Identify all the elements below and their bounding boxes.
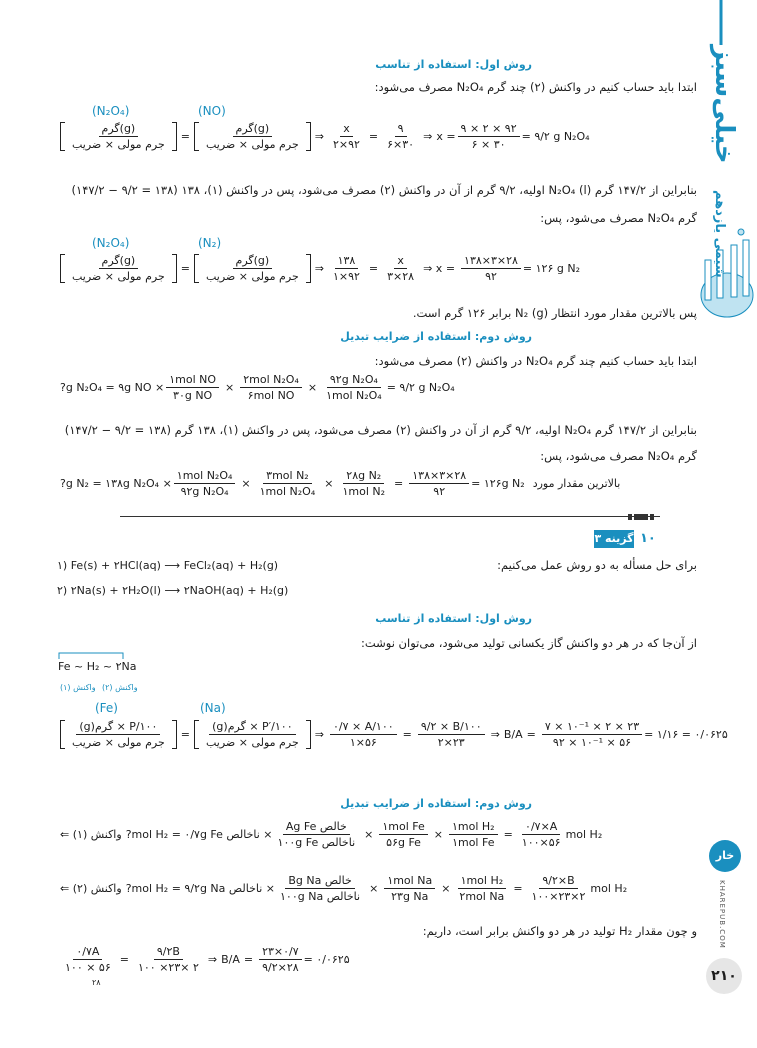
- proportion-equation-1: $\frac{\text{گرم(g)}}{\text{جرم مولی × ضریب}}$ = $\frac{\text{گرم(g)}}{\text{جرم مولی × ضریب}}$ ⇒ $\frac{x}{۲\times ۹۲}$ = $\frac{۹}{۶\times ۳۰}$ ⇒ x = $\frac{۹ \times ۲ \times ۹۲}{۶ \times ۳۰}$ = ۹/۲ g N₂O₄: [60, 122, 590, 151]
- publisher-url: KHAREPUB.COM: [718, 880, 726, 949]
- divider-ornament-icon: [628, 512, 668, 522]
- chain-label: واکنش (۱): [60, 683, 96, 692]
- section-divider: [120, 516, 660, 517]
- proportion-equation-2: $\frac{\text{گرم(g)}}{\text{جرم مولی × ضریب}}$ = $\frac{\text{گرم(g)}}{\text{جرم مولی × ضریب}}$ ⇒ $\frac{۱۳۸}{۱\times ۹۲}$ = $\frac{x}{۳\times ۲۸}$ ⇒ x = $\frac{۱۳۸\times ۳\times ۲۸}{۹۲}$ = ۱۲۶ g N₂: [60, 254, 580, 283]
- reaction-equation-2: ۲) ۲Na(s) + ۲H₂O(l) ⟶ ۲NaOH(aq) + H₂(g): [57, 584, 289, 597]
- text-line: گرم N₂O₄ مصرف می‌شود، پس:: [540, 449, 697, 463]
- brand-logo-text: خیلی‌سبز: [709, 45, 739, 164]
- text-line: پس بالاترین مقدار مورد انتظار N₂ (g) برابر ۱۲۶ گرم است.: [412, 306, 697, 320]
- subject-label: شیمی یازدهم: [712, 190, 727, 278]
- stoichiometric-chain: Fe ~ H₂ ~ ۲Na: [58, 660, 137, 673]
- text-line: ابتدا باید حساب کنیم چند گرم N₂O₄ در واکنش (۲) مصرف می‌شود:: [374, 354, 697, 368]
- conversion-equation-1: ?g N₂O₄ = ۹g NO × $\frac{\text{۱mol NO}}{\text{۳۰g NO}}$ × $\frac{\text{۲mol N₂O₄}}{\text{۶mol NO}}$ × $\frac{\text{۹۲g N₂O₄}}{\text{۱mol N₂O₄}}$ = ۹/۲ g N₂O₄: [60, 373, 455, 402]
- species-label: (N₂): [198, 236, 222, 250]
- conversion-equation-4: واکنش (۲) ⇐ ?mol H₂ = ۹/۲g Na ناخالص × $\frac{\text{Bg Na خالص}}{\text{۱۰۰g Na ناخالص}}$ × $\frac{\text{۱mol Na}}{\text{۲۳g Na}}$ × $\frac{\text{۱mol H₂}}{\text{۲mol Na}}$ = $\frac{۹/۲\times B}{۱۰۰\times ۲۳\times ۲}$ mol H₂: [60, 874, 628, 903]
- answer-badge: گزینه ۳: [594, 530, 634, 548]
- method-two-heading: روش دوم: استفاده از ضرایب تبدیل: [340, 797, 532, 810]
- publisher-logo: خار: [709, 840, 741, 872]
- text-line: از آن‌جا که در هر دو واکنش گاز یکسانی تولید می‌شود، می‌توان نوشت:: [360, 636, 697, 650]
- text-line: گرم N₂O₄ مصرف می‌شود، پس:: [540, 211, 697, 225]
- conversion-equation-3: واکنش (۱) ⇐ ?mol H₂ = ۰/۷g Fe ناخالص × $\frac{\text{Ag Fe خالص}}{\text{۱۰۰g Fe ناخالص}}$ × $\frac{\text{۱mol Fe}}{\text{۵۶g Fe}}$ × $\frac{\text{۱mol H₂}}{\text{۱mol Fe}}$ = $\frac{۰/۷\times A}{۱۰۰\times ۵۶}$ mol H₂: [60, 820, 603, 849]
- cancel-subscript: ۲۸: [92, 978, 101, 987]
- method-one-heading: روش اول: استفاده از تناسب: [375, 612, 532, 625]
- chain-bracket-icon: [57, 650, 127, 660]
- conversion-equation-2: ?g N₂ = ۱۳۸g N₂O₄ × $\frac{\text{۱mol N₂O₄}}{\text{۹۲g N₂O₄}}$ × $\frac{\text{۳mol N₂}}{\text{۱mol N₂O₄}}$ × $\frac{\text{۲۸g N₂}}{\text{۱mol N₂}}$ = $\frac{۱۳۸\times ۳\times ۲۸}{۹۲}$ = ۱۲۶g N₂ بالاترین مقدار مورد: [60, 469, 621, 498]
- text-line: برای حل مسأله به دو روش عمل می‌کنیم:: [497, 558, 697, 572]
- text-line: بنابراین از ۱۴۷/۲ گرم N₂O₄ اولیه، ۹/۲ گرم از آن در واکنش (۲) مصرف می‌شود، پس در واکنش (۱)، ۱۳۸ گرم (۱۳۸ = ۹/۲ − ۱۴۷/۲): [64, 423, 697, 437]
- text-line: ابتدا باید حساب کنیم در واکنش (۲) چند گرم N₂O₄ مصرف می‌شود:: [374, 80, 697, 94]
- final-equation: $\frac{۰/۷A}{۱۰۰ \times ۵۶}$ = $\frac{۹/۲B}{۱۰۰ \times ۲۳\times ۲}$ ⇒ B/A = $\frac{۲۳\times ۰/۷}{۹/۲\times ۲۸}$ = ۰/۰۶۲۵: [65, 945, 350, 974]
- method-one-heading: روش اول: استفاده از تناسب: [375, 58, 532, 71]
- page-number: ۲۱۰: [706, 958, 742, 994]
- species-label: (NO): [198, 104, 226, 118]
- species-label: (N₂O₄): [92, 236, 130, 250]
- text-line: بنابراین از ۱۴۷/۲ گرم N₂O₄ (l) اولیه، ۹/۲ گرم از آن در واکنش (۲) مصرف می‌شود، پس در واکنش (۱)، ۱۳۸ (۱۳۸ = ۹/۲ − ۱۴۷/۲): [71, 183, 697, 197]
- species-label: (N₂O₄): [92, 104, 130, 118]
- method-two-heading: روش دوم: استفاده از ضرایب تبدیل: [340, 330, 532, 343]
- text-line: و چون مقدار H₂ تولید در هر دو واکنش برابر است، داریم:: [422, 924, 697, 938]
- proportion-equation-3: $\frac{\text{(g)گرم × P/۱۰۰}}{\text{جرم مولی × ضریب}}$ = $\frac{\text{(g)گرم × P′/۱۰۰}}{\text{جرم مولی × ضریب}}$ ⇒ $\frac{۰/۷ \times A/۱۰۰}{۱\times ۵۶}$ = $\frac{۹/۲ \times B/۱۰۰}{۲\times ۲۳}$ ⇒ B/A = $\frac{\text{۷ × ۱۰⁻¹ × ۲ × ۲۳}}{\text{۹۲ × ۱۰⁻¹ × ۵۶}}$ = ۱/۱۶ = ۰/۰۶۲۵: [60, 720, 728, 749]
- species-label: (Na): [200, 701, 226, 715]
- question-number: ۱۰: [640, 531, 656, 546]
- reaction-equation-1: ۱) Fe(s) + ۲HCl(aq) ⟶ FeCl₂(aq) + H₂(g): [57, 559, 279, 572]
- species-label: (Fe): [95, 701, 118, 715]
- chain-label: واکنش (۲): [102, 683, 138, 692]
